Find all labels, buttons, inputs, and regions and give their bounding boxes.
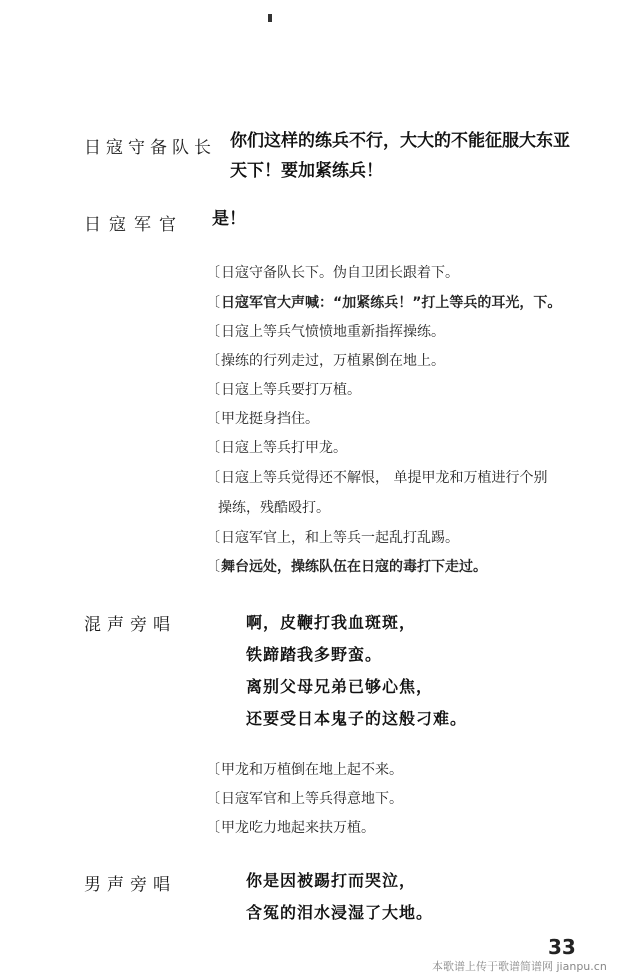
stage-direction: 〔操练的行列走过，万植累倒在地上。 xyxy=(206,353,445,369)
stage-direction: 〔日寇上等兵气愤愤地重新指挥操练。 xyxy=(206,324,445,340)
stage-direction: 〔日寇军官上，和上等兵一起乱打乱踢。 xyxy=(206,530,459,546)
lyric-line: 离别父母兄弟已够心焦， xyxy=(246,677,434,696)
watermark: 本歌谱上传于歌谱简谱网 jianpu.cn xyxy=(432,960,607,973)
lyric-line: 还要受日本鬼子的这般刁难。 xyxy=(246,709,468,728)
page-number: 33 xyxy=(548,935,576,959)
dialogue-line: 你们这样的练兵不行，大大的不能征服大东亚 xyxy=(230,131,570,151)
stage-direction: 〔日寇上等兵觉得还不解恨， 单提甲龙和万植进行个别 xyxy=(206,470,548,486)
stage-direction: 〔甲龙吃力地起来扶万植。 xyxy=(206,820,375,836)
role-japanese-officer: 日寇军官 xyxy=(84,215,184,235)
dialogue-japanese-officer: 是！ xyxy=(212,209,246,229)
stage-direction-continuation: 操练，残酷殴打。 xyxy=(218,500,330,516)
stage-direction: 〔甲龙挺身挡住。 xyxy=(206,411,319,427)
stage-direction: 〔甲龙和万植倒在地上起不来。 xyxy=(206,762,403,778)
role-male-chorus: 男声旁唱 xyxy=(84,875,176,895)
stage-direction: 〔日寇军官和上等兵得意地下。 xyxy=(206,791,403,807)
role-garrison-captain: 日寇守备队长 xyxy=(84,138,216,158)
lyric-line: 含冤的泪水浸湿了大地。 xyxy=(246,903,434,922)
stage-direction: 〔日寇上等兵要打万植。 xyxy=(206,382,361,398)
stage-direction: 〔日寇守备队长下。伪自卫团长跟着下。 xyxy=(206,265,459,281)
lyric-line: 你是因被踢打而哭泣， xyxy=(246,871,417,890)
lyric-line: 啊，皮鞭打我血斑斑， xyxy=(246,613,417,632)
stage-direction: 〔日寇上等兵打甲龙。 xyxy=(206,440,347,456)
role-mixed-chorus: 混声旁唱 xyxy=(84,615,176,635)
stage-direction: 〔日寇军官大声喊：“加紧练兵！”打上等兵的耳光，下。 xyxy=(206,295,562,311)
dialogue-garrison-captain xyxy=(230,126,570,186)
dialogue-line: 天下！要加紧练兵！ xyxy=(230,161,383,181)
lyric-line: 铁蹄踏我多野蛮。 xyxy=(246,645,383,664)
top-tick-mark xyxy=(268,14,272,22)
stage-direction: 〔舞台远处，操练队伍在日寇的毒打下走过。 xyxy=(206,559,487,575)
